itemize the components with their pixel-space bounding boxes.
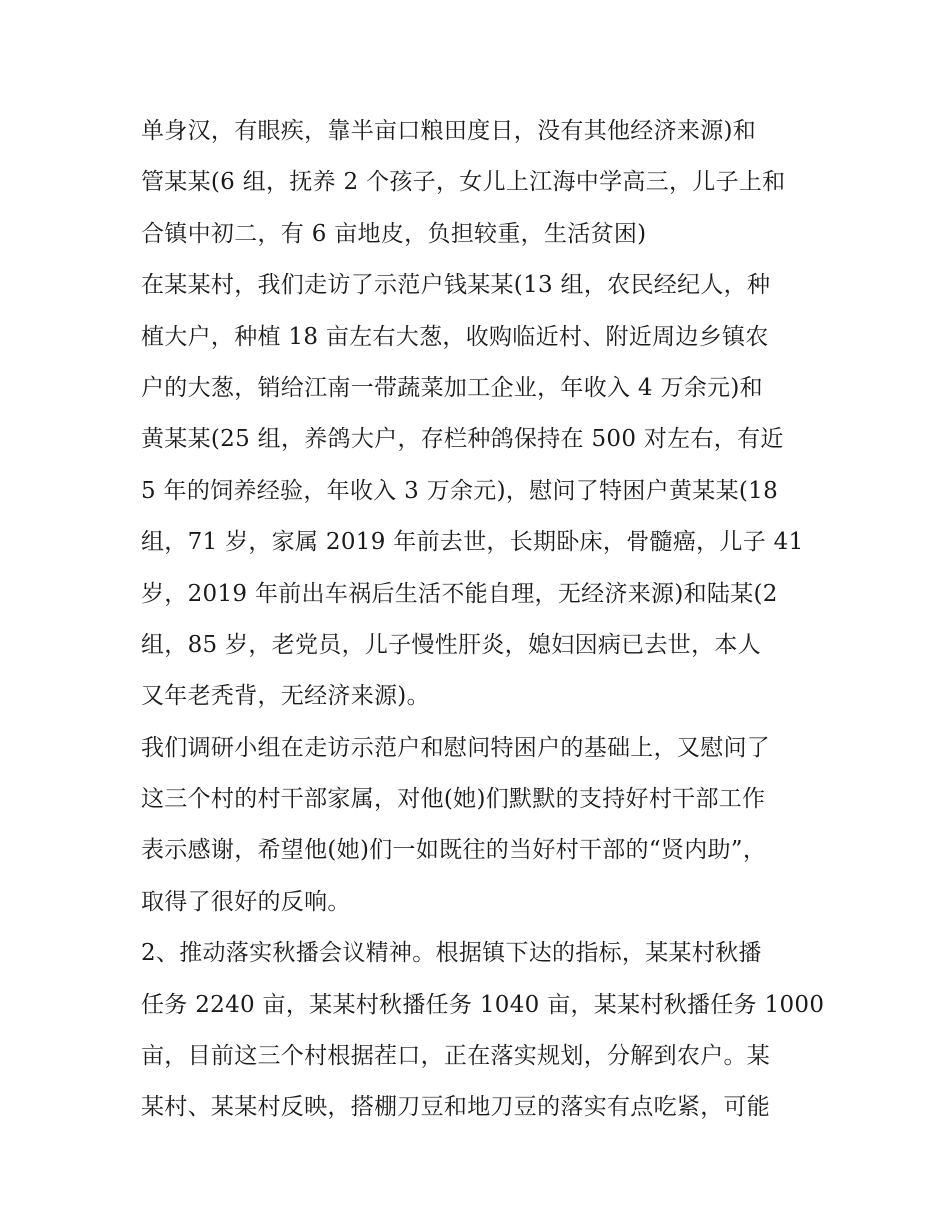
text-line: 单身汉，有眼疾，靠半亩口粮田度日，没有其他经济来源)和 <box>141 118 757 144</box>
text-line: 组，85 岁，老党员，儿子慢性肝炎，媳妇因病已去世，本人 <box>141 631 761 658</box>
text-line: 组，71 岁，家属 2019 年前去世，长期卧床，骨髓癌，儿子 41 <box>141 529 804 556</box>
text-line: 植大户，种植 18 亩左右大葱，收购临近村、附近周边乡镇农 <box>141 323 769 350</box>
text-line: 表示感谢，希望他(她)们一如既往的当好村干部的“贤内助”， <box>141 837 767 864</box>
text-line: 在某某村，我们走访了示范户钱某某(13 组，农民经纪人，种 <box>141 272 771 299</box>
text-line: 又年老秃背，无经济来源)。 <box>141 683 430 710</box>
text-line: 岁，2019 年前出车祸后生活不能自理，无经济来源)和陆某(2 <box>141 580 778 607</box>
text-line: 任务 2240 亩，某某村秋播任务 1040 亩，某某村秋播任务 1000 <box>141 991 825 1018</box>
text-line: 管某某(6 组，抚养 2 个孩子，女儿上江海中学高三，儿子上和 <box>141 169 786 196</box>
text-line: 黄某某(25 组，养鸽大户，存栏种鸽保持在 500 对左右，有近 <box>141 426 784 453</box>
text-line: 亩，目前这三个村根据茬口，正在落实规划，分解到农户。某 <box>141 1043 771 1070</box>
text-line: 某村、某某村反映，搭棚刀豆和地刀豆的落实有点吃紧，可能 <box>141 1094 771 1121</box>
text-line: 这三个村的村干部家属，对他(她)们默默的支持好村干部工作 <box>141 786 766 813</box>
text-line: 取得了很好的反响。 <box>141 888 351 915</box>
text-line: 我们调研小组在走访示范户和慰问特困户的基础上，又慰问了 <box>141 734 771 761</box>
text-line: 5 年的饲养经验，年收入 3 万余元)，慰问了特困户黄某某(18 <box>141 477 779 504</box>
text-line: 户的大葱，销给江南一带蔬菜加工企业，年收入 4 万余元)和 <box>141 374 763 401</box>
text-line: 合镇中初二，有 6 亩地皮，负担较重，生活贫困) <box>141 220 647 247</box>
text-line: 2、推动落实秋播会议精神。根据镇下达的指标，某某村秋播 <box>141 940 762 967</box>
body-text <box>141 106 825 1134</box>
